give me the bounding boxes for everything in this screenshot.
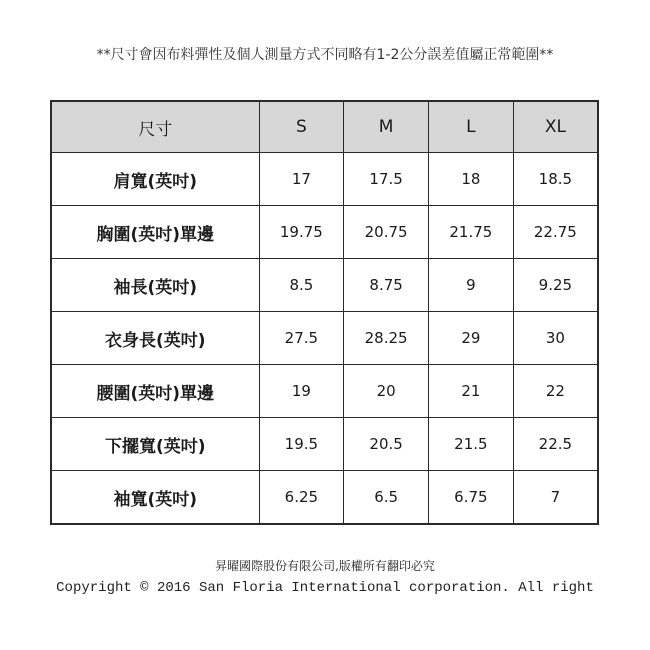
row-label: 下擺寬(英吋) [51, 418, 259, 471]
row-label: 腰圍(英吋)單邊 [51, 365, 259, 418]
cell-value: 29 [429, 312, 514, 365]
cell-value: 21.5 [429, 418, 514, 471]
size-disclaimer: **尺寸會因布料彈性及個人測量方式不同略有1-2公分誤差值屬正常範圍** [96, 47, 554, 63]
company-copyright-en: Copyright © 2016 San Floria International corporation. All right [56, 580, 594, 596]
row-label: 肩寬(英吋) [51, 153, 259, 206]
cell-value: 7 [513, 471, 598, 525]
cell-value: 20.5 [344, 418, 429, 471]
header-size-m: M [344, 101, 429, 153]
table-row [51, 418, 598, 471]
header-size-s: S [259, 101, 344, 153]
row-label: 袖寬(英吋) [51, 471, 259, 525]
cell-value: 22.75 [513, 206, 598, 259]
cell-value: 20 [344, 365, 429, 418]
cell-value: 20.75 [344, 206, 429, 259]
cell-value: 9.25 [513, 259, 598, 312]
row-label: 袖長(英吋) [51, 259, 259, 312]
cell-value: 21.75 [429, 206, 514, 259]
cell-value: 6.5 [344, 471, 429, 525]
size-chart-table [50, 100, 599, 525]
cell-value: 6.25 [259, 471, 344, 525]
cell-value: 21 [429, 365, 514, 418]
header-size-label: 尺寸 [51, 101, 259, 153]
cell-value: 22 [513, 365, 598, 418]
table-row [51, 259, 598, 312]
cell-value: 19.5 [259, 418, 344, 471]
table-row [51, 365, 598, 418]
table-row [51, 312, 598, 365]
cell-value: 19 [259, 365, 344, 418]
cell-value: 6.75 [429, 471, 514, 525]
cell-value: 27.5 [259, 312, 344, 365]
company-copyright-cn: 昇曜國際股份有限公司,版權所有翻印必究 [215, 559, 435, 573]
cell-value: 22.5 [513, 418, 598, 471]
cell-value: 19.75 [259, 206, 344, 259]
cell-value: 17.5 [344, 153, 429, 206]
cell-value: 28.25 [344, 312, 429, 365]
table-row [51, 206, 598, 259]
cell-value: 30 [513, 312, 598, 365]
cell-value: 18.5 [513, 153, 598, 206]
row-label: 衣身長(英吋) [51, 312, 259, 365]
header-size-xl: XL [513, 101, 598, 153]
cell-value: 8.75 [344, 259, 429, 312]
cell-value: 9 [429, 259, 514, 312]
row-label: 胸圍(英吋)單邊 [51, 206, 259, 259]
cell-value: 17 [259, 153, 344, 206]
header-size-l: L [429, 101, 514, 153]
table-row [51, 471, 598, 525]
cell-value: 18 [429, 153, 514, 206]
table-header-row [51, 101, 598, 153]
table-row [51, 153, 598, 206]
cell-value: 8.5 [259, 259, 344, 312]
